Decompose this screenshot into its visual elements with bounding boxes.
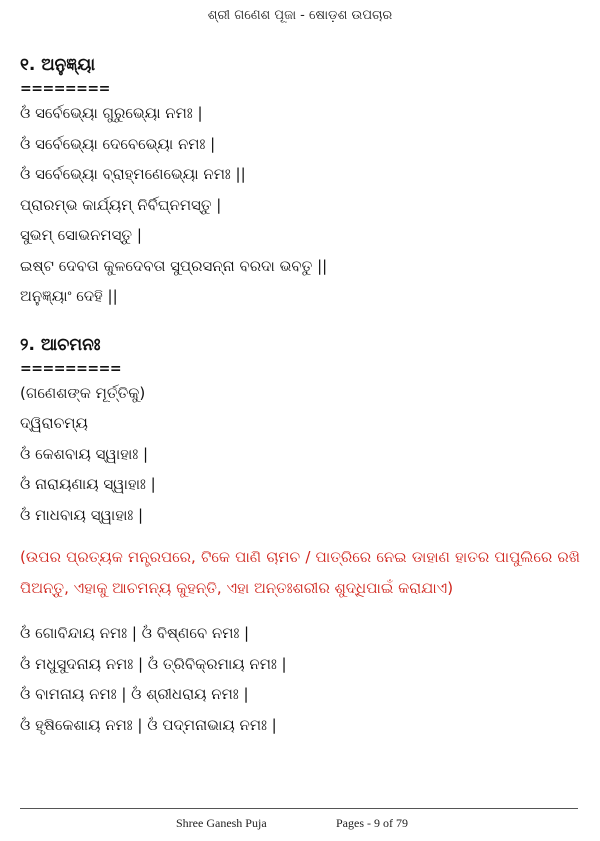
mantra-line: ଓଁ ସର୍ବେଭ୍ୟୋ ଗୁରୁଭ୍ୟୋ ନମଃ | [20,104,203,122]
mantra-line: ଦ୍ୱିରାଚମ୍ୟ [20,414,88,432]
footer-divider [20,808,578,809]
instruction-note: (ଉପର ପ୍ରତ୍ୟକ ମନ୍ତ୍ରପରେ, ଟିକେ ପାଣି ଚାମଚ / ପାତ୍ରିରେ ନେଇ ଡାହାଣ ହାତର ପାପୁଲିରେ ରଖି ପିଅନ୍ତୁ, ଏହାକୁ ଆଚମନ୍ୟ କୁହନ୍ତି, ଏହା ଅନ୍ତଃଶରୀର ଶୁଦ୍ଧିପାଇଁ କରାଯାଏ) [20,548,580,597]
mantra-line: ଇଷ୍ଟ ଦେବତା କୁଳଦେବତା ସୁପ୍ରସନ୍ନା ବରଦା ଭବତୁ || [20,256,328,275]
section-anujnya [20,50,580,312]
heading-underline: ======== [20,81,110,97]
heading-underline: ========= [20,360,122,377]
mantra-line: (ଗଣେଶଙ୍କ ମୂର୍ତ୍ତିକୁ) [20,383,146,402]
footer-title: Shree Ganesh Puja [176,816,267,830]
name-line: ଓଁ ବାମନାୟ ନମଃ | ଓଁ ଶ୍ରୀଧରାୟ ନମଃ | [20,685,249,703]
page-number: Pages - 9 of 79 [336,816,408,830]
page-content [20,50,580,740]
mantra-line: ପ୍ରାରମ୍ଭ କାର୍ଯ୍ୟମ୍ ନିର୍ବିଘ୍ନମସ୍ତୁ | [20,195,222,214]
mantra-line: ଓଁ କେଶବାୟ ସ୍ୱାହାଃ | [20,444,149,463]
mantra-line: ଓଁ ମାଧବାୟ ସ୍ୱାହାଃ | [20,505,144,524]
name-line: ଓଁ ମଧୁସୁଦନାୟ ନମଃ | ଓଁ ତ୍ରିବିକ୍ରମାୟ ନମଃ | [20,654,287,673]
mantra-line: ଓଁ ନାରାୟଣାୟ ସ୍ୱାହାଃ | [20,475,156,493]
name-line: ଓଁ ହୃଷିକେଶାୟ ନମଃ | ଓଁ ପଦ୍ମନାଭାୟ ନମଃ | [20,715,277,734]
mantra-line: ଓଁ ସର୍ବେଭ୍ୟୋ ଦେବେଭ୍ୟୋ ନମଃ | [20,134,216,153]
mantra-line: ଓଁ ସର୍ବେଭ୍ୟୋ ବ୍ରାହ୍ମଣେଭ୍ୟୋ ନମଃ || [20,165,246,183]
section-heading: ୧. ଅନୁଜ୍ଞ୍ୟା [20,55,96,75]
section-achamana [20,330,580,741]
name-line: ଓଁ ଗୋବିନ୍ଦାୟ ନମଃ | ଓଁ ବିଷ୍ଣବେ ନମଃ | [20,624,250,642]
mantra-line: ସୁଭମ୍ ସୋଭନମସ୍ତୁ | [20,226,142,244]
mantra-line: ଅନୁଜ୍ଞ୍ୟାଂ ଦେହି || [20,287,118,305]
page-header: ଶ୍ରୀ ଗଣେଶ ପୂଜା - ଷୋଡ଼ଶ ଉପଚାର [207,8,393,23]
section-heading: ୨. ଆଚମନଃ [20,334,101,355]
